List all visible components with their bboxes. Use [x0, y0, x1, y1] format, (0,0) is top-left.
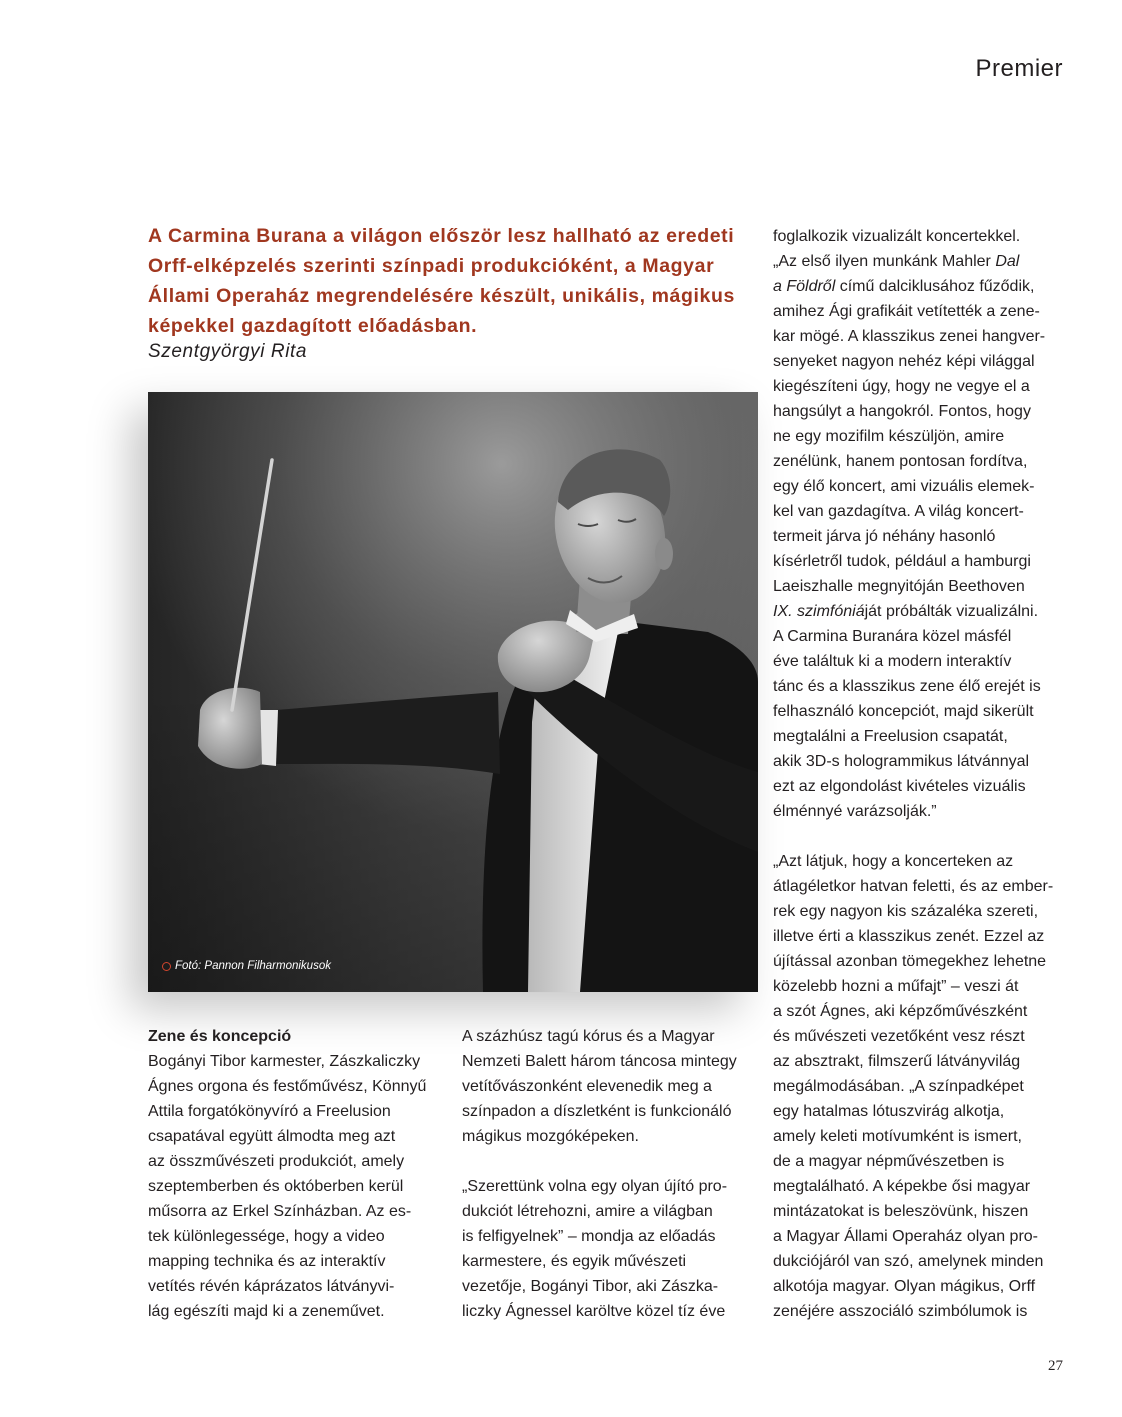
- text-line: [773, 274, 1053, 299]
- text-line: egy hatalmas lótuszvirág alkotja,: [773, 1103, 1005, 1120]
- text-line: zenélünk, hanem pontosan fordítva,: [773, 453, 1028, 470]
- text-line: Ágnes orgona és festőművész, Könnyű: [148, 1078, 427, 1095]
- conductor-photo-illustration: [148, 392, 758, 992]
- text-line: éve találtuk ki a modern interaktív: [773, 653, 1012, 670]
- text-line: amely keleti motívumként is ismert,: [773, 1128, 1022, 1145]
- text-line: senyeket nagyon nehéz képi világgal: [773, 353, 1035, 370]
- text-line: élménnyé varázsolják.”: [773, 803, 937, 820]
- section-heading: Zene és koncepció: [148, 1028, 292, 1045]
- text-line: képekkel gazdagított előadásban.: [148, 315, 478, 337]
- column-right: [773, 224, 1053, 1324]
- column-middle: [462, 1024, 737, 1324]
- lead-paragraph: [148, 221, 735, 341]
- text-line: Attila forgatókönyvíró a Freelusion: [148, 1103, 391, 1120]
- text-line: amihez Ági grafikáit vetítették a zene-: [773, 303, 1040, 320]
- text-line: Bogányi Tibor karmester, Zászkaliczky: [148, 1053, 421, 1070]
- text-line: [773, 599, 1053, 624]
- text-line: felhasználó koncepciót, majd sikerült: [773, 703, 1034, 720]
- text-line: az összművészeti produkciót, amely: [148, 1153, 405, 1170]
- text-line: „Azt látjuk, hogy a koncerteken az: [773, 853, 1014, 870]
- paragraph: [773, 224, 1053, 824]
- text-line: illetve érti a klasszikus zenét. Ezzel az: [773, 928, 1045, 945]
- text-line: vetítővászonként elevenedik meg a: [462, 1078, 712, 1095]
- text-line: csapatával együtt álmodta meg azt: [148, 1128, 396, 1145]
- text-line: szeptemberben és októberben kerül: [148, 1178, 404, 1195]
- italic-text: a Földről: [773, 278, 836, 295]
- paragraph: [148, 221, 735, 341]
- text-line: A százhúsz tagú kórus és a Magyar: [462, 1028, 715, 1045]
- text-line: [773, 249, 1053, 274]
- text-line: is felfigyelnek” – mondja az előadás: [462, 1228, 716, 1245]
- text-line: tek különlegessége, hogy a video: [148, 1228, 385, 1245]
- italic-text: Dal: [995, 253, 1020, 270]
- conductor-photo: [148, 392, 758, 992]
- text-line: az absztrakt, filmszerű látványvilág: [773, 1053, 1021, 1070]
- text-line: kísérletről tudok, például a hamburgi: [773, 553, 1031, 570]
- text-line: közelebb hozni a műfajt” – veszi át: [773, 978, 1019, 995]
- author-name: Szentgyörgyi Rita: [148, 341, 308, 362]
- text-line: A Carmina Burana a világon először lesz hallható az eredeti: [148, 225, 735, 247]
- text-line: kiegészíteni úgy, hogy ne vegye el a: [773, 378, 1030, 395]
- text-line: Orff-elképzelés szerinti színpadi produkcióként, a Magyar: [148, 255, 715, 277]
- text-line: átlagéletkor hatvan feletti, és az ember-: [773, 878, 1054, 895]
- text-line: a Magyar Állami Operaház olyan pro-: [773, 1228, 1039, 1245]
- text-line: ne egy mozifilm készüljön, amire: [773, 428, 1005, 445]
- text-line: akik 3D-s hologrammikus látvánnyal: [773, 753, 1030, 770]
- text-line: alkotója magyar. Olyan mágikus, Orff: [773, 1278, 1036, 1295]
- text-line: zenéjére asszociáló szimbólumok is: [773, 1303, 1028, 1320]
- text-line: ezt az elgondolást kivételes vizuális: [773, 778, 1026, 795]
- text-line: tánc és a klasszikus zene élő erejét is: [773, 678, 1041, 695]
- text-line: rek egy nagyon kis százaléka szereti,: [773, 903, 1039, 920]
- text-line: kel van gazdagítva. A világ koncert-: [773, 503, 1024, 520]
- text-line: lág egészíti majd ki a zeneművet.: [148, 1303, 385, 1320]
- text-line: Laeiszhalle megnyitóján Beethoven: [773, 578, 1025, 595]
- section-label: Premier: [975, 55, 1063, 82]
- text-line: mapping technika és az interaktív: [148, 1253, 386, 1270]
- photo-credit: [162, 958, 331, 974]
- text-line: megálmodásában. „A színpadképet: [773, 1078, 1024, 1095]
- italic-text: IX. szimfóniá: [773, 603, 865, 620]
- text-line: karmestere, és egyik művészeti: [462, 1253, 687, 1270]
- text-line: dukciójáról van szó, amelynek minden: [773, 1253, 1044, 1270]
- page-number: 27: [1048, 1358, 1063, 1374]
- text-line: hangsúlyt a hangokról. Fontos, hogy: [773, 403, 1031, 420]
- text-line: mintázatokat is beleszövünk, hiszen: [773, 1203, 1029, 1220]
- text-line: kar mögé. A klasszikus zenei hangver-: [773, 328, 1046, 345]
- column-left-body: [148, 1049, 426, 1324]
- paragraph: [773, 849, 1053, 1324]
- text-line: de a magyar népművészetben is: [773, 1153, 1005, 1170]
- paragraph: [148, 1049, 426, 1324]
- text-line: „Szerettünk volna egy olyan újító pro-: [462, 1178, 728, 1195]
- text-line: műsorra az Erkel Színházban. Az es-: [148, 1203, 412, 1220]
- paragraph: [462, 1024, 737, 1149]
- text-line: megtalálható. A képekbe ősi magyar: [773, 1178, 1031, 1195]
- text-line: újítással azonban tömegekhez lehetne: [773, 953, 1047, 970]
- text-line: foglalkozik vizualizált koncertekkel.: [773, 228, 1021, 245]
- text-line: és művészeti vezetőként vesz részt: [773, 1028, 1025, 1045]
- text-line: egy élő koncert, ami vizuális elemek-: [773, 478, 1035, 495]
- text-line: liczky Ágnessel karöltve közel tíz éve: [462, 1303, 726, 1320]
- text-line: megtalálni a Freelusion csapatát,: [773, 728, 1008, 745]
- text-line: vezetője, Bogányi Tibor, aki Zászka-: [462, 1278, 719, 1295]
- photo-credit-text: Fotó: Pannon Filharmonikusok: [175, 960, 331, 972]
- text-line: dukciót létrehozni, amire a világban: [462, 1203, 713, 1220]
- paragraph: [462, 1174, 737, 1324]
- text-line: a szót Ágnes, aki képzőművészként: [773, 1003, 1028, 1020]
- text-span: „Az első ilyen munkánk Mahler: [773, 253, 996, 270]
- text-span: ját próbálták vizualizálni.: [864, 603, 1039, 620]
- text-line: Állami Operaház megrendelésére készült, unikális, mágikus: [148, 285, 735, 307]
- text-line: termeit járva jó néhány hasonló: [773, 528, 996, 545]
- text-span: című dalciklusához fűződik,: [835, 278, 1035, 295]
- text-line: mágikus mozgóképeken.: [462, 1128, 639, 1145]
- text-line: színpadon a díszletként is funkcionáló: [462, 1103, 732, 1120]
- column-left: [148, 1024, 426, 1324]
- text-line: Nemzeti Balett három táncosa mintegy: [462, 1053, 737, 1070]
- text-line: A Carmina Buranára közel másfél: [773, 628, 1012, 645]
- ring-icon: [162, 962, 171, 971]
- text-line: vetítés révén káprázatos látványvi-: [148, 1278, 395, 1295]
